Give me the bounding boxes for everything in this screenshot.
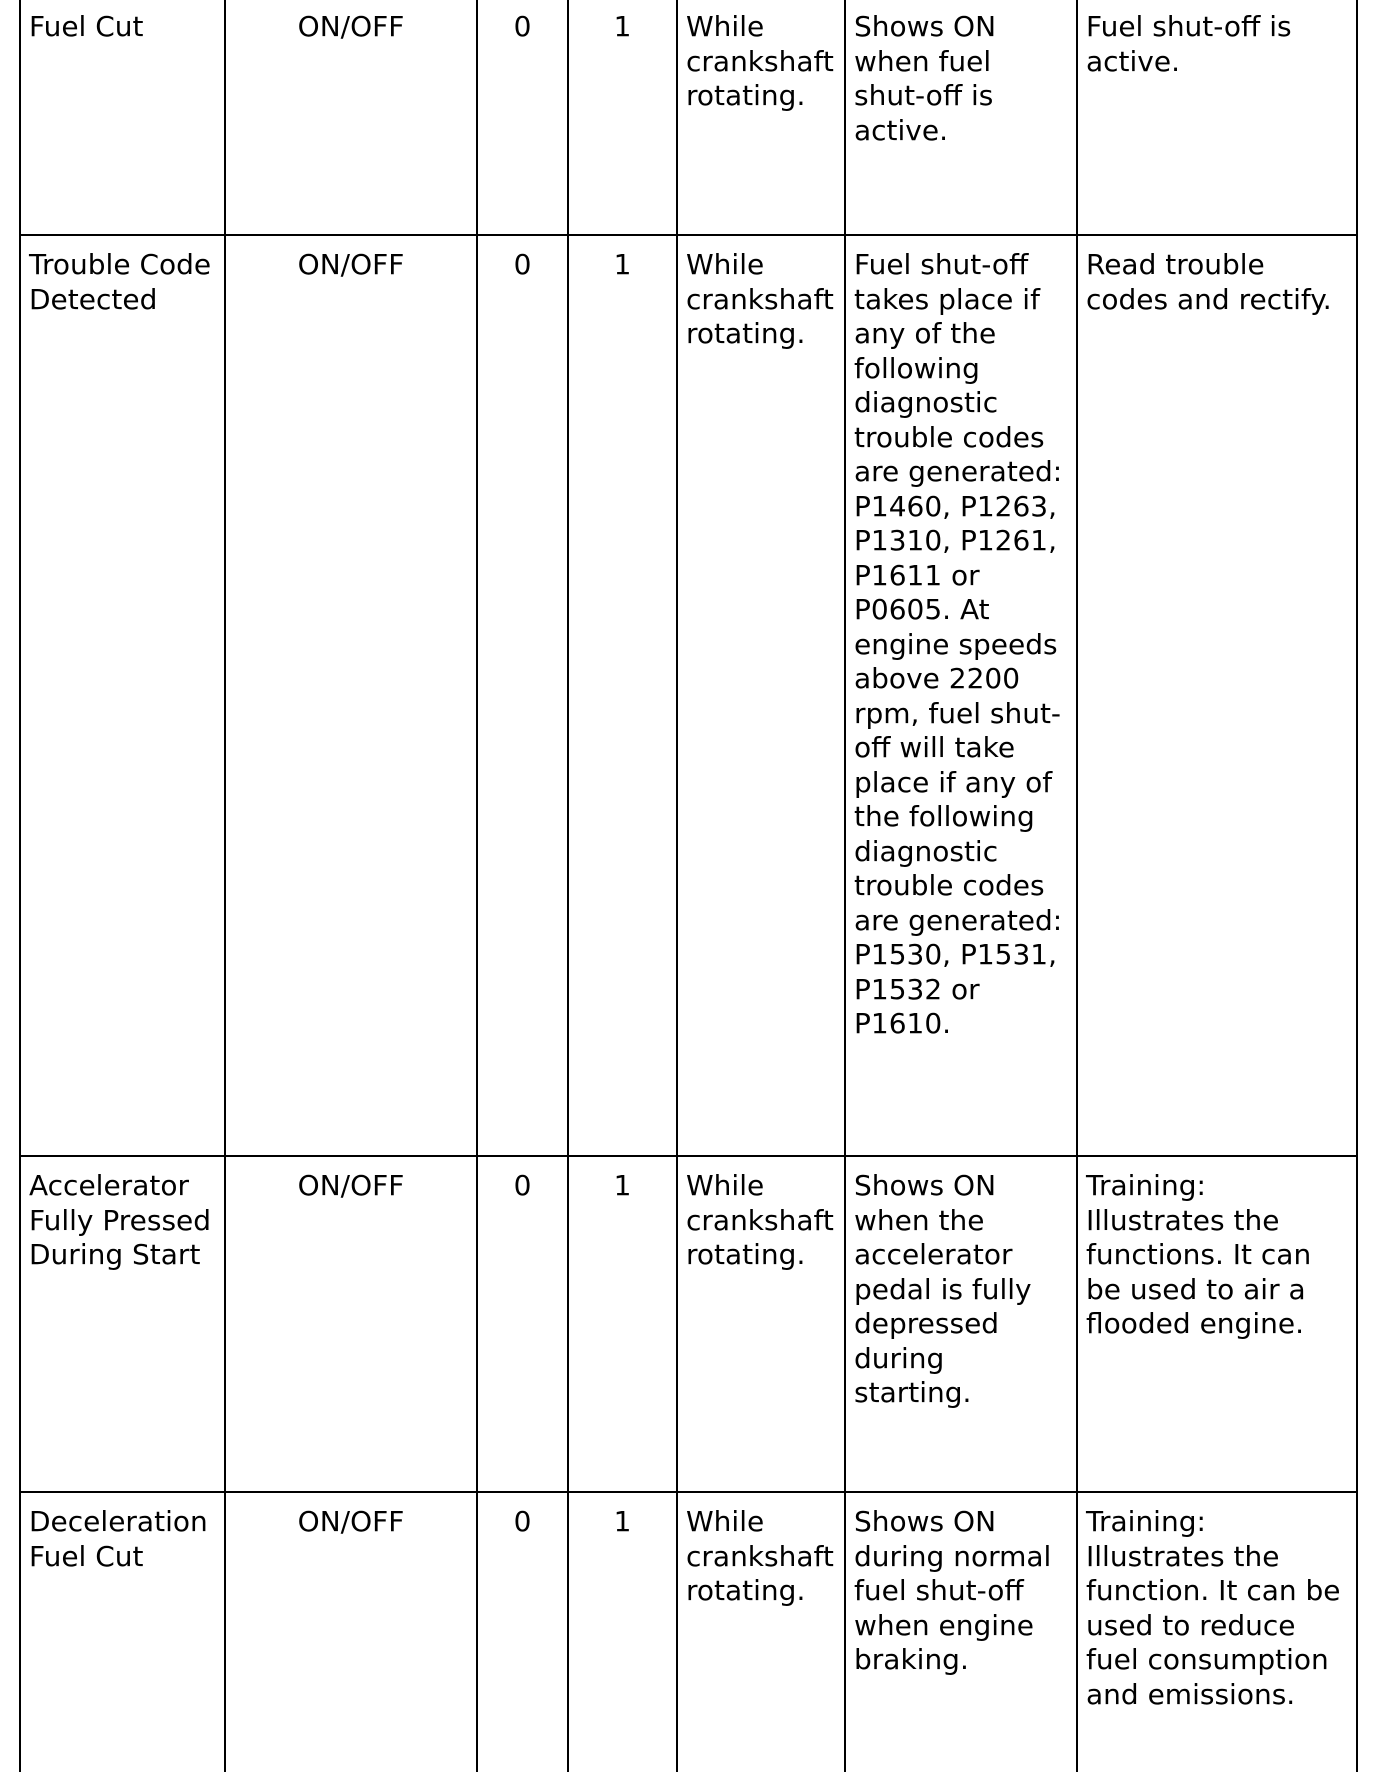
- cell-remarks: Training: Illustrates the functions. It can be used to air a flooded engine.: [1077, 1156, 1357, 1492]
- cell-remarks: Fuel shut-off is active.: [1077, 0, 1357, 235]
- cell-description: Shows ON during normal fuel shut-off when engine braking.: [845, 1492, 1077, 1772]
- cell-condition: While crankshaft rotating.: [677, 1156, 845, 1492]
- cell-remarks: Training: Illustrates the function. It can be used to reduce fuel consumption and emissions.: [1077, 1492, 1357, 1772]
- table-row: [20, 1156, 1357, 1492]
- cell-parameter: Deceleration Fuel Cut: [20, 1492, 225, 1772]
- table-row: [20, 235, 1357, 1156]
- table-row: [20, 0, 1357, 235]
- cell-min: 0: [477, 1156, 568, 1492]
- cell-unit: ON/OFF: [225, 0, 477, 235]
- cell-unit: ON/OFF: [225, 1492, 477, 1772]
- cell-description: Shows ON when the accelerator pedal is fully depressed during starting.: [845, 1156, 1077, 1492]
- cell-description: Fuel shut-off takes place if any of the following diagnostic trouble codes are generated: P1460, P1263, P1310, P1261, P1611 or P0605. At engine speeds above 2200 rpm, fuel shut-off will take place if any of the following diagnostic trouble codes are generated: P1530, P1531, P1532 or P1610.: [845, 235, 1077, 1156]
- cell-description: Shows ON when fuel shut-off is active.: [845, 0, 1077, 235]
- cell-min: 0: [477, 235, 568, 1156]
- cell-parameter: Trouble Code Detected: [20, 235, 225, 1156]
- cell-max: 1: [568, 1492, 677, 1772]
- cell-min: 0: [477, 0, 568, 235]
- cell-condition: While crankshaft rotating.: [677, 1492, 845, 1772]
- cell-unit: ON/OFF: [225, 1156, 477, 1492]
- cell-parameter: Fuel Cut: [20, 0, 225, 235]
- table-row: [20, 1492, 1357, 1772]
- cell-condition: While crankshaft rotating.: [677, 235, 845, 1156]
- cell-max: 1: [568, 1156, 677, 1492]
- cell-parameter: Accelerator Fully Pressed During Start: [20, 1156, 225, 1492]
- cell-min: 0: [477, 1492, 568, 1772]
- cell-unit: ON/OFF: [225, 235, 477, 1156]
- cell-remarks: Read trouble codes and rectify.: [1077, 235, 1357, 1156]
- cell-max: 1: [568, 0, 677, 235]
- cell-max: 1: [568, 235, 677, 1156]
- parameter-table: [19, 0, 1358, 1772]
- cell-condition: While crankshaft rotating.: [677, 0, 845, 235]
